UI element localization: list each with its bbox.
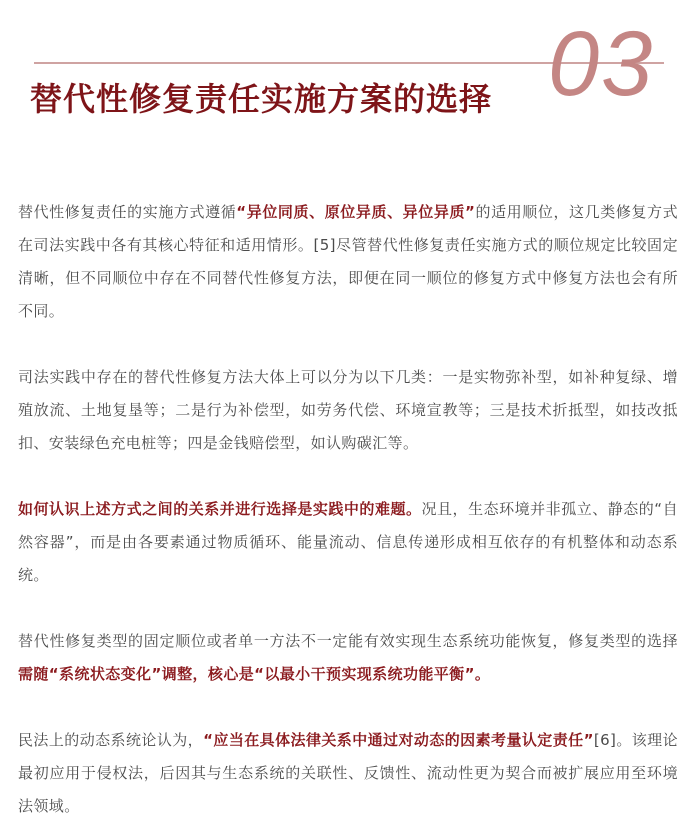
paragraph-gap	[18, 592, 678, 625]
paragraph-text: 况且，生态环境并非孤立、静态的“自然容器”，而是由各要素通过物质循环、能量流动、信息传递形成相互依存的有机整体和动态系统。	[18, 500, 678, 584]
paragraph-text: 替代性修复责任的实施方式遵循	[18, 203, 237, 221]
article-body	[18, 196, 678, 823]
section-title: 替代性修复责任实施方案的选择	[30, 80, 493, 118]
paragraph-2	[18, 361, 678, 460]
section-header	[0, 0, 696, 150]
emphasis-text: “异位同质、原位异质、异位异质”	[236, 203, 476, 221]
emphasis-text: 如何认识上述方式之间的关系并进行选择是实践中的难题。	[18, 500, 422, 518]
paragraph-gap	[18, 691, 678, 724]
section-number: 03	[548, 13, 655, 115]
paragraph-gap	[18, 328, 678, 361]
paragraph-gap	[18, 460, 678, 493]
paragraph-text: 的适用顺位，这几类修复方式在司法实践中各有其核心特征和适用情形。[5]尽管替代性修复责任实施方式的顺位规定比较固定清晰，但不同顺位中存在不同替代性修复方法，即便在同一顺位的修复方式中修复方法也会有所不同。	[18, 203, 678, 320]
paragraph-text: [6]。该理论最初应用于侵权法，后因其与生态系统的关联性、反馈性、流动性更为契合而被扩展应用至环境法领域。	[18, 731, 678, 815]
paragraph-text: 替代性修复类型的固定顺位或者单一方法不一定能有效实现生态系统功能恢复，修复类型的选择	[18, 632, 678, 650]
paragraph-1	[18, 196, 678, 328]
paragraph-4	[18, 625, 678, 691]
paragraph-5	[18, 724, 678, 823]
paragraph-3	[18, 493, 678, 592]
emphasis-text: “应当在具体法律关系中通过对动态的因素考量认定责任”	[203, 731, 594, 749]
paragraph-text: 民法上的动态系统论认为，	[18, 731, 204, 749]
emphasis-text: 需随“系统状态变化”调整，核心是“以最小干预实现系统功能平衡”。	[18, 665, 491, 683]
paragraph-text: 司法实践中存在的替代性修复方法大体上可以分为以下几类：一是实物弥补型，如补种复绿、增殖放流、土地复垦等；二是行为补偿型，如劳务代偿、环境宣教等；三是技术折抵型，如技改抵扣、安装绿色充电桩等；四是金钱赔偿型，如认购碳汇等。	[18, 368, 678, 452]
